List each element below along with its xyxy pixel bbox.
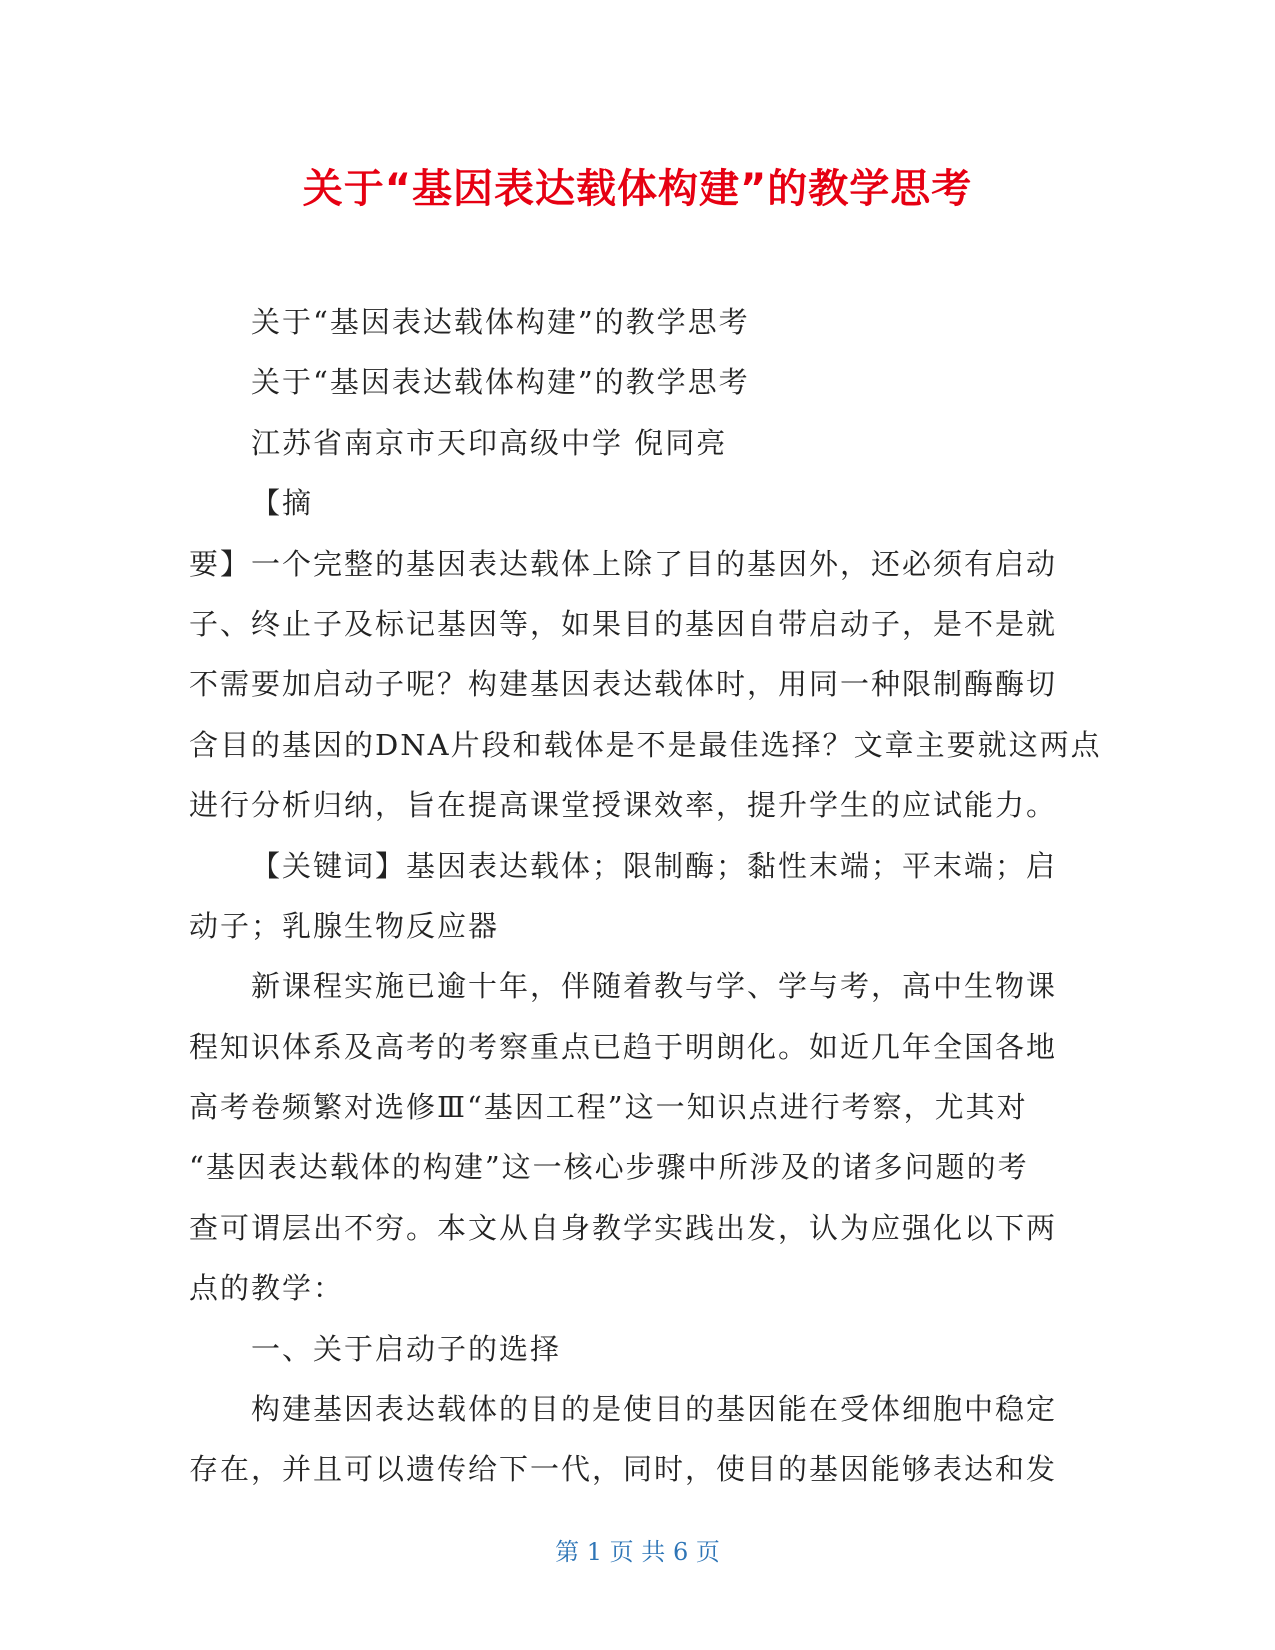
text-line: 一、关于启动子的选择 [251,1331,562,1366]
text-line: 子、终止子及标记基因等，如果目的基因自带启动子，是不是就 [189,606,1058,641]
text-line: “基因表达载体的构建”这一核心步骤中所涉及的诸多问题的考 [189,1150,1029,1185]
text-line: 查可谓层出不穷。本文从自身教学实践出发，认为应强化以下两 [189,1210,1058,1245]
text-line: 进行分析归纳，旨在提高课堂授课效率，提升学生的应试能力。 [189,788,1058,823]
text-line: 不需要加启动子呢？构建基因表达载体时，用同一种限制酶酶切 [189,667,1058,702]
text-line: 【摘 [251,486,314,521]
text-line: 关于“基因表达载体构建”的教学思考 [251,365,750,400]
text-line: 【关键词】基因表达载体；限制酶；黏性末端；平末端；启 [251,848,1058,883]
document-body [189,292,1102,1500]
text-line: 存在，并且可以遗传给下一代，同时，使目的基因能够表达和发 [189,1452,1058,1487]
text-line: 要】一个完整的基因表达载体上除了目的基因外，还必须有启动 [189,546,1058,581]
text-line: 构建基因表达载体的目的是使目的基因能在受体细胞中稳定 [251,1392,1058,1427]
document-title: 关于“基因表达载体构建”的教学思考 [302,166,973,212]
text-line: 含目的基因的DNA片段和载体是不是最佳选择？文章主要就这两点 [189,727,1102,762]
page-footer: 第 1 页 共 6 页 [555,1538,720,1566]
text-line: 高考卷频繁对选修Ⅲ“基因工程”这一知识点进行考察，尤其对 [189,1090,1028,1125]
text-line: 点的教学： [189,1271,345,1306]
text-line: 动子；乳腺生物反应器 [189,908,500,943]
text-line: 关于“基因表达载体构建”的教学思考 [251,305,750,339]
text-line: 新课程实施已逾十年，伴随着教与学、学与考，高中生物课 [251,969,1058,1004]
text-line: 江苏省南京市天印高级中学 倪同亮 [251,425,728,460]
text-line: 程知识体系及高考的考察重点已趋于明朗化。如近几年全国各地 [189,1029,1058,1064]
